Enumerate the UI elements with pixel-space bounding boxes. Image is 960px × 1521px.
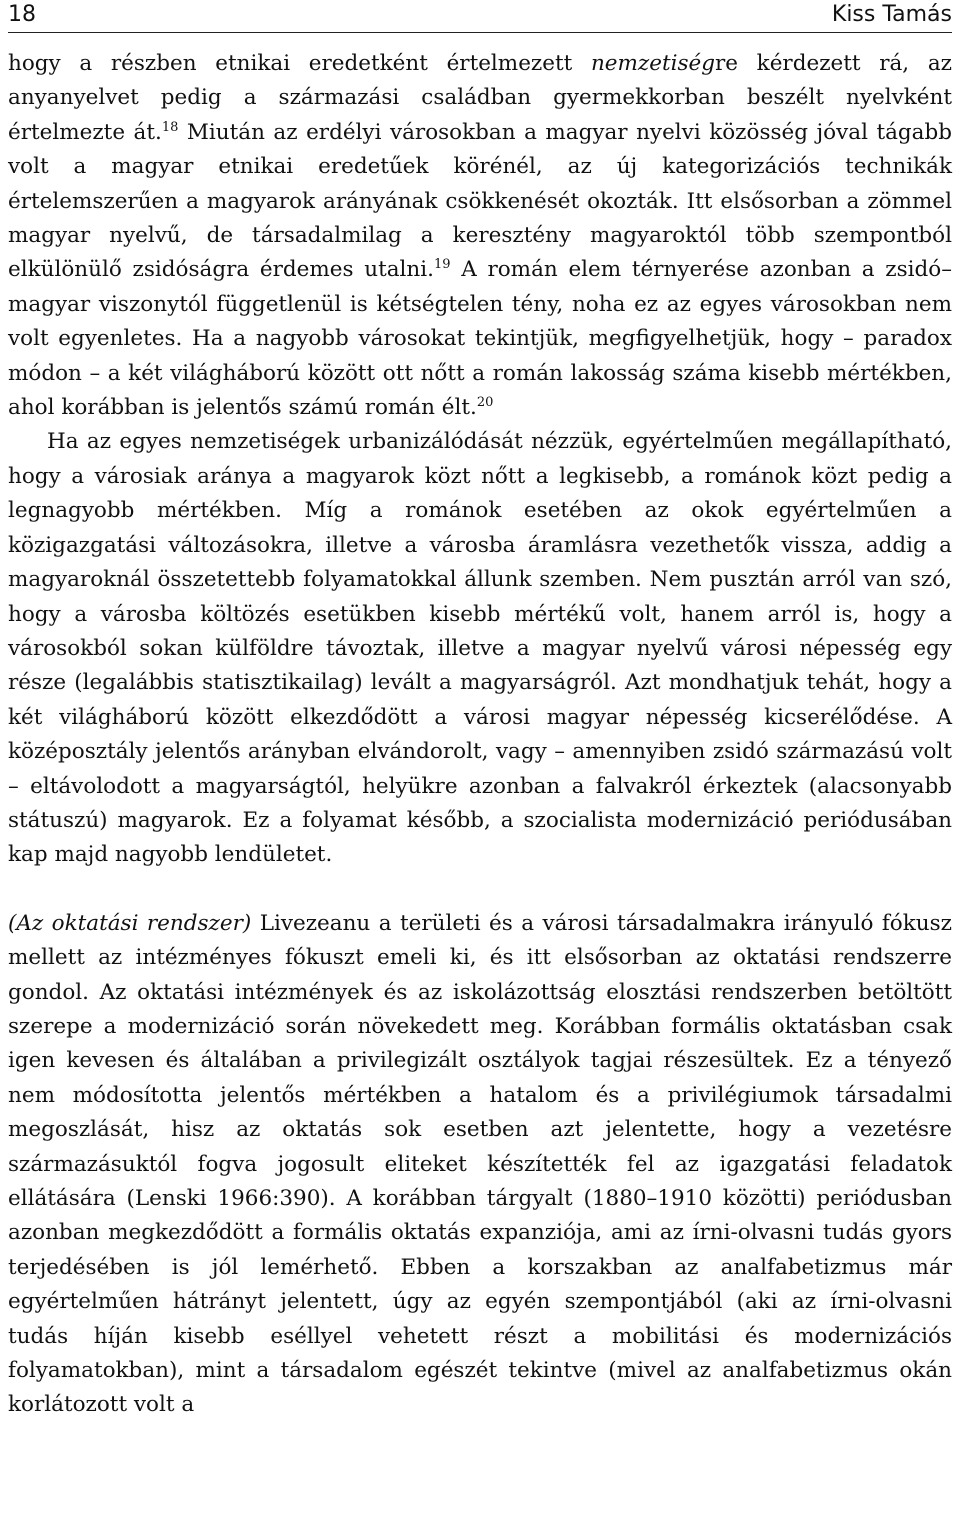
section-runin-heading: (Az oktatási rendszer) — [8, 910, 252, 936]
footnote-ref-18[interactable]: 18 — [161, 119, 179, 135]
body-text — [8, 47, 952, 1423]
running-head-author: Kiss Tamás — [831, 2, 952, 27]
footnote-ref-19[interactable]: 19 — [433, 257, 451, 273]
p1-text-d: A román elem térnyerése azonban a zsidó–magyar viszonytól függetlenül is kétségtelen tény, noha ez az egyes városokban nem volt egyenletes. Ha a nagyobb városokat tekintjük, megfigyelhetjük, hogy – paradox módon – a két világháború között ott nőtt a román lakosság száma kisebb mértékben, ahol korábban is jelentős számú román élt. — [8, 257, 952, 421]
page — [8, 0, 952, 1521]
p3-text: Livezeanu a területi és a városi társadalmakra irányuló fókusz mellett az intézményes fókuszt emeli ki, és itt elsősorban az oktatási rendszerre gondol. Az oktatási intézmények és az iskolázottság elosztási rendszerben betöltött szerepe a modernizáció során növekedett meg. Korábban formális oktatásban csak igen kevesen és általában a privilegizált osztályok tagjai részesültek. Ez a tényező nem módosította jelentős mértékben a hatalom és a privilégiumok társadalmi megoszlását, hisz az oktatás sok esetben azt jelentette, hogy a vezetésre származásuktól fogva jogosult eliteket készítették fel az igazgatási feladatok ellátására (Lenski 1966:390). A korábban tárgyalt (1880–1910 közötti) periódusban azonban megkezdődött a formális oktatás expanziója, ami az írni-olvasni tudás gyors terjedésében is jól lemérhető. Ebben a korszakban az analfabetizmus már egyértelműen hátrányt jelentett, úgy az egyén szempontjából (aki az írni-olvasni tudás híján kisebb eséllyel vehetett részt a mobilitási és modernizációs folyamatokban), mint a társadalom egészét tekintve (mivel az analfabetizmus okán korlátozott volt a — [8, 910, 952, 1418]
paragraph-3 — [8, 907, 952, 1423]
p1-text-c: Miután az erdélyi városokban a magyar nyelvi közösség jóval tágabb volt a magyar etnikai eredetűek körénél, az új kategorizációs technikák értelemszerűen a magyarok arányának csökkenését okozták. Itt elsősorban a zömmel magyar nyelvű, de társadalmilag a keresztény magyaroktól több szempontból elkülönülő zsidóságra érdemes utalni. — [8, 119, 953, 283]
p1-text-b: re kérdezett rá, az anyanyelvet pedig a származási családban gyermekkorban beszélt nyelvként értelmezte át. — [8, 51, 952, 145]
paragraph-1 — [8, 47, 952, 425]
running-header — [8, 0, 952, 33]
paragraph-2: Ha az egyes nemzetiségek urbanizálódását nézzük, egyértelműen megállapítható, hogy a városiak aránya a magyarok közt nőtt a legkisebb, a románok közt pedig a legnagyobb mértékben. Míg a románok esetében az okok egyértelműen a közigazgatási változásokra, illetve a városba áramlásra vezethetők vissza, addig a magyaroknál összetettebb folyamatokkal állunk szemben. Nem pusztán arról van szó, hogy a városba költözés esetükben kisebb mértékű volt, hanem arról is, hogy a városokból sokan külföldre távoztak, illetve a magyar nyelvű városi népesség egy része (legalábbis statisztikailag) levált a magyarságról. Azt mondhatjuk tehát, hogy a két világháború között elkezdődött a városi magyar népesség kicserélődése. A középosztály jelentős arányban elvándorolt, vagy – amennyiben zsidó származású volt – eltávolodott a magyarságtól, helyükre azonban a falvakról érkeztek (alacsonyabb státuszú) magyarok. Ez a folyamat később, a szocialista modernizáció periódusában kap majd nagyobb lendületet. — [8, 429, 952, 868]
p1-text-a: hogy a részben etnikai eredetként értelmezett — [8, 51, 591, 76]
page-number: 18 — [8, 2, 36, 27]
p1-italic-term: nemzetiség — [590, 51, 715, 76]
footnote-ref-20[interactable]: 20 — [476, 395, 494, 411]
